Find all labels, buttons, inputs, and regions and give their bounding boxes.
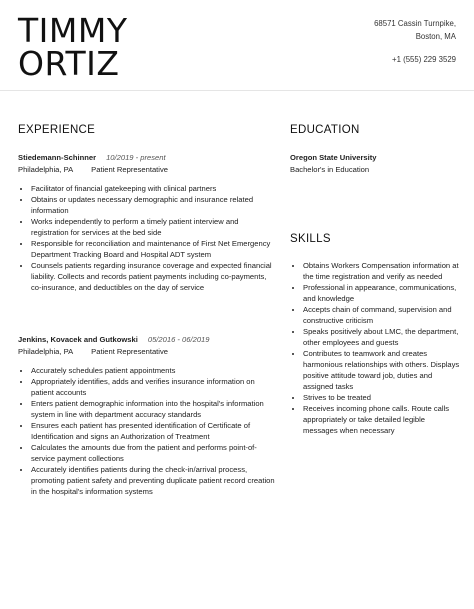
school-name: Oregon State University: [290, 153, 377, 162]
candidate-name: [18, 11, 128, 83]
job-header: [18, 153, 278, 162]
company-name: Jenkins, Kovacek and Gutkowski: [18, 335, 138, 344]
job-location: Philadelphia, PA: [18, 347, 74, 356]
skills-entry: [290, 260, 460, 436]
skill-item: • Contributes to teamwork and creates harmonious relationships with others. Displays positive attitude toward job, duties and assigned tasks: [303, 348, 460, 392]
first-name: TIMMY: [18, 11, 128, 50]
bullet-item: • Works independently to perform a timely patient interview and registration for services at the bed side: [31, 216, 278, 238]
header-divider: [0, 90, 474, 91]
job-header: [18, 335, 278, 344]
job-entry: [18, 153, 278, 293]
job-bullets: [18, 183, 278, 293]
bullet-item: • Obtains or updates necessary demographic and insurance related information: [31, 194, 278, 216]
phone-number: +1 (555) 229 3529: [392, 55, 456, 64]
skill-item: • Accepts chain of command, supervision and constructive criticism: [303, 304, 460, 326]
address-line-2: Boston, MA: [415, 32, 456, 41]
job-subheader: [18, 347, 278, 356]
education-entry: [290, 153, 460, 174]
contact-info: [374, 17, 456, 66]
education-heading: EDUCATION: [290, 124, 360, 136]
bullet-item: • Accurately identifies patients during the check-in/arrival process, promoting patient safety and preventing duplicate patient record creation in the hospital's information systems: [31, 464, 278, 497]
job-subheader: [18, 165, 278, 174]
job-location: Philadelphia, PA: [18, 165, 74, 174]
job-role: Patient Representative: [91, 347, 168, 356]
job-entry: [18, 335, 278, 497]
company-name: Stiedemann-Schinner: [18, 153, 97, 162]
job-dates: 05/2016 - 06/2019: [147, 335, 210, 344]
skill-item: • Obtains Workers Compensation information at the time registration and verify as needed: [303, 260, 460, 282]
bullet-item: • Calculates the amounts due from the patient and performs point-of-service payment collections: [31, 442, 278, 464]
bullet-item: • Ensures each patient has presented identification of Certificate of Identification and signs an Authorization of Treatment: [31, 420, 278, 442]
bullet-item: • Facilitator of financial gatekeeping with clinical partners: [31, 183, 278, 194]
job-dates: 10/2019 - present: [106, 153, 166, 162]
experience-heading: EXPERIENCE: [18, 124, 96, 136]
skill-item: • Strives to be treated: [303, 392, 460, 403]
skills-list: [290, 260, 460, 436]
job-bullets: [18, 365, 278, 497]
bullet-item: • Appropriately identifies, adds and verifies insurance information on patient accounts: [31, 376, 278, 398]
address-line-1: 68571 Cassin Turnpike,: [374, 19, 456, 28]
bullet-item: • Accurately schedules patient appointments: [31, 365, 278, 376]
degree: Bachelor's in Education: [290, 165, 370, 174]
skills-heading: SKILLS: [290, 233, 331, 245]
skill-item: • Professional in appearance, communications, and knowledge: [303, 282, 460, 304]
bullet-item: • Enters patient demographic information into the hospital's information system in line with department accuracy standards: [31, 398, 278, 420]
skill-item: • Receives incoming phone calls. Route calls appropriately or take detailed legible messages when necessary: [303, 403, 460, 436]
last-name: ORTIZ: [18, 44, 120, 83]
skill-item: • Speaks positively about LMC, the department, other employees and guests: [303, 326, 460, 348]
bullet-item: • Counsels patients regarding insurance coverage and expected financial liability. Collects and records patient payments including co-payments, co-insurance, and deductibles on the day of service: [31, 260, 278, 293]
bullet-item: • Responsible for reconciliation and maintenance of First Net Emergency Department Tracking Board and Hospital ADT system: [31, 238, 278, 260]
job-role: Patient Representative: [91, 165, 168, 174]
